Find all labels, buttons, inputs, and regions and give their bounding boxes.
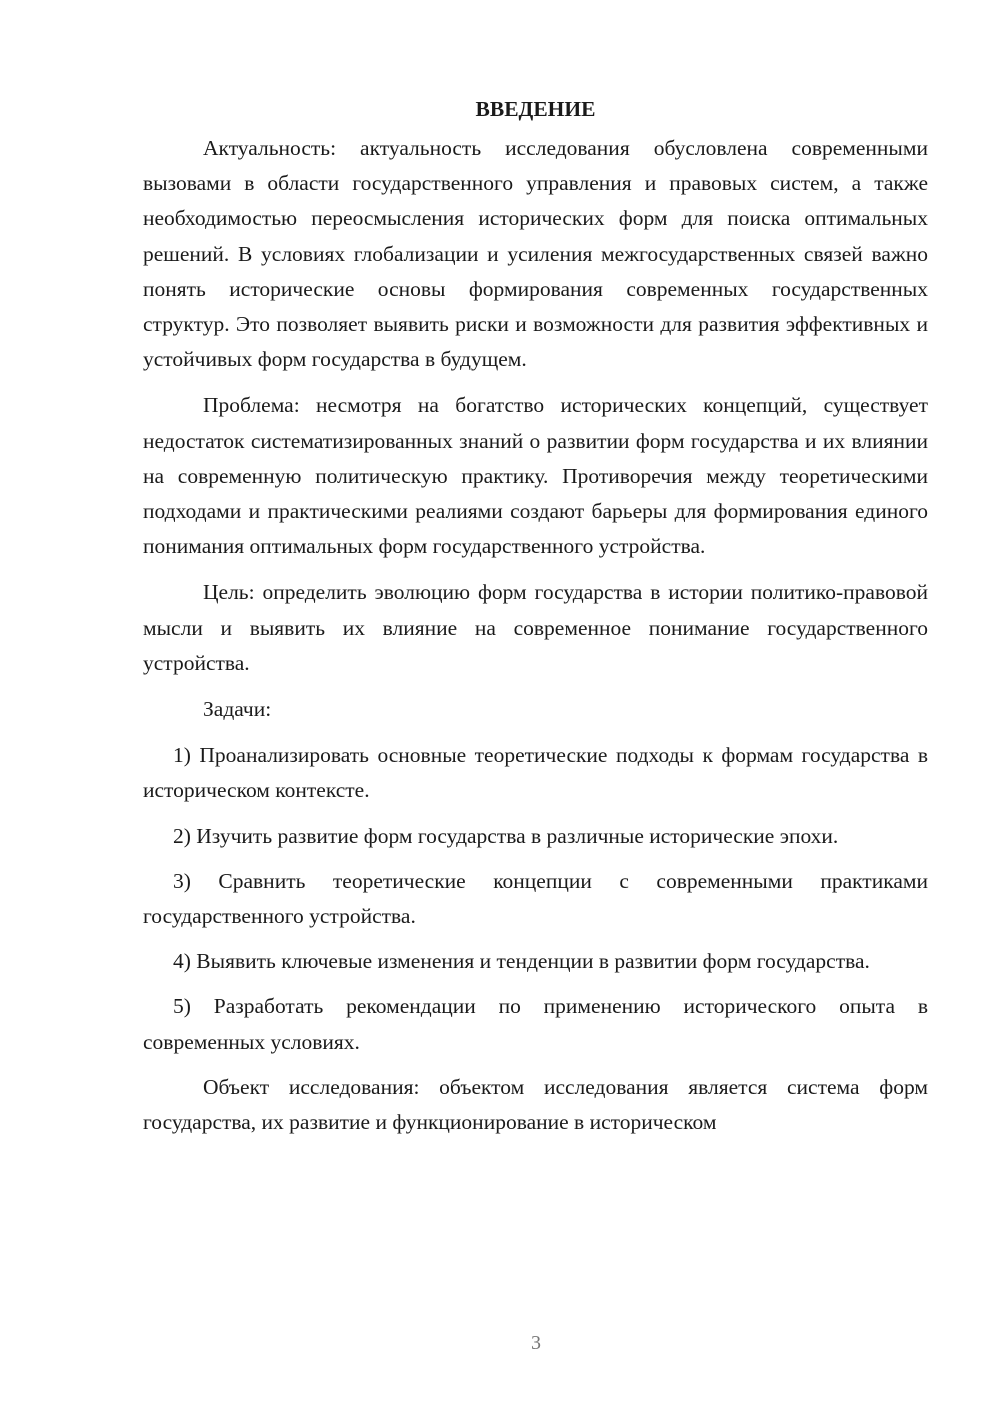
section-heading: ВВЕДЕНИЕ [475, 97, 596, 121]
page-number: 3 [531, 1332, 541, 1354]
task-item-5: 5) Разработать рекомендации по применению исторического опыта в современных условиях. [143, 994, 928, 1054]
paragraph-problem: Проблема: несмотря на богатство исторических концепций, существует недостаток систематизированных знаний о развитии форм государства и их влиянии на современную политическую практику. Противоречия между теоретическими подходами и практическими реалиями создают барьеры для формирования единого понимания оптимальных форм государственного устройства. [143, 393, 928, 559]
task-item-2: 2) Изучить развитие форм государства в различные исторические эпохи. [173, 823, 839, 848]
paragraph-object: Объект исследования: объектом исследования является система форм государства, их развитие и функционирование в историческом [143, 1074, 928, 1135]
tasks-label: Задачи: [203, 697, 272, 722]
paragraph-relevance: Актуальность: актуальность исследования обусловлена современными вызовами в области государственного управления и правовых систем, а также необходимостью переосмысления исторических форм для поиска оптимальных решений. В условиях глобализации и усиления межгосударственных связей важно понять исторические основы формирования современных государственных структур. Это позволяет выявить риски и возможности для развития эффективных и устойчивых форм государства в будущем. [143, 136, 928, 372]
paragraph-goal: Цель: определить эволюцию форм государства в истории политико-правовой мысли и выявить их влияние на современное понимание государственного устройства. [143, 580, 928, 675]
task-item-4: 4) Выявить ключевые изменения и тенденции в развитии форм государства. [173, 949, 870, 974]
task-item-3: 3) Сравнить теоретические концепции с современными практиками государственного устройства. [143, 868, 928, 929]
page-content [143, 92, 928, 1151]
task-item-1: 1) Проанализировать основные теоретические подходы к формам государства в историческом контексте. [143, 743, 928, 803]
